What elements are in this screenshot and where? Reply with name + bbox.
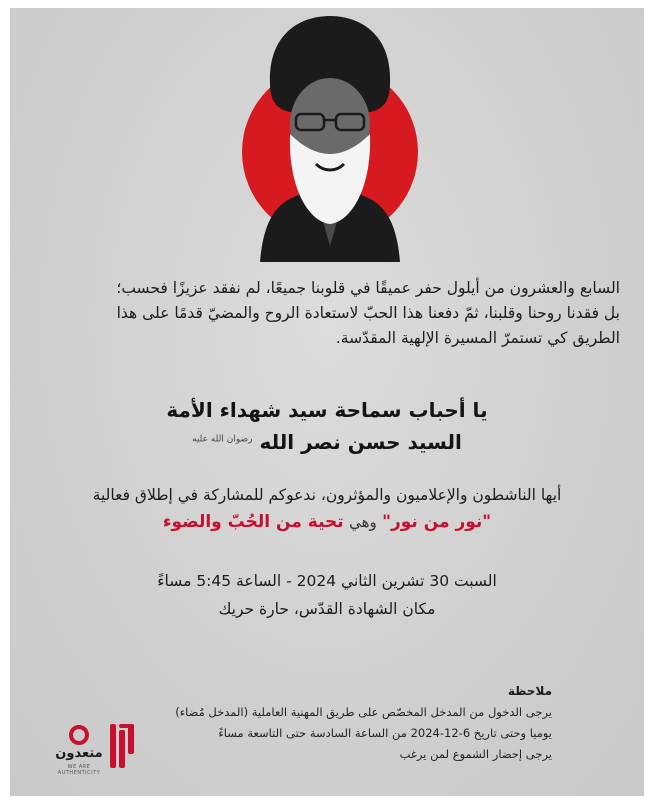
heading-name: السيد حسن نصر الله	[259, 430, 462, 454]
event-title: "نور من نور"	[382, 512, 492, 532]
event-name	[10, 512, 644, 532]
portrait-illustration	[240, 14, 420, 262]
intro-line-2: بل فقدنا روحنا وقلبنا، ثمّ دفعنا هذا الحبّ لاستعادة الروح والمضيّ قدمًا على هذا	[116, 304, 620, 322]
intro-line-1: السابع والعشرون من أيلول حفر عميقًا في قلوبنا جميعًا، لم نفقد عزيزًا فحسب؛	[116, 279, 620, 297]
logo-ring-icon	[54, 724, 104, 746]
note-line-2: يوميا وحتى تاريخ 6-12-2024 من الساعة السادسة حتى التاسعة مساءً	[218, 726, 552, 740]
logo-tagline: WE ARE AUTHENTICITY	[57, 764, 101, 776]
poster	[10, 8, 644, 796]
intro-line-3: الطريق كي تستمرّ المسيرة الإلهية المقدّسة.	[335, 329, 620, 347]
event-connector: وهي	[349, 513, 377, 531]
honorific-mark: رضوان الله عليه	[192, 434, 253, 445]
calligraphy-logo	[108, 722, 136, 770]
date-line: السبت 30 تشرين الثاني 2024 - الساعة 5:45 مساءً	[157, 572, 497, 590]
place-line: مكان الشهادة القدّس، حارة حريك	[218, 600, 436, 618]
invite-line: أيها الناشطون والإعلاميون والمؤثرون، ندعوكم للمشاركة في إطلاق فعالية	[92, 486, 562, 504]
heading-line-2	[10, 430, 644, 454]
note-line-3: يرجى إحضار الشموع لمن يرغب	[399, 747, 552, 761]
intro-paragraph	[34, 276, 620, 351]
mutadoon-logo	[54, 724, 104, 776]
note-title: ملاحظة	[507, 684, 552, 698]
event-subtitle: تحية من الحُبّ والضوء	[162, 512, 344, 532]
logo-wordmark: متعدون	[55, 746, 103, 761]
note-line-1: يرجى الدخول من المدخل المخصّص على طريق المهنية العاملية (المدخل مُضاء)	[175, 705, 552, 719]
heading-line-1: يا أحباب سماحة سيد شهداء الأمة	[166, 398, 488, 422]
